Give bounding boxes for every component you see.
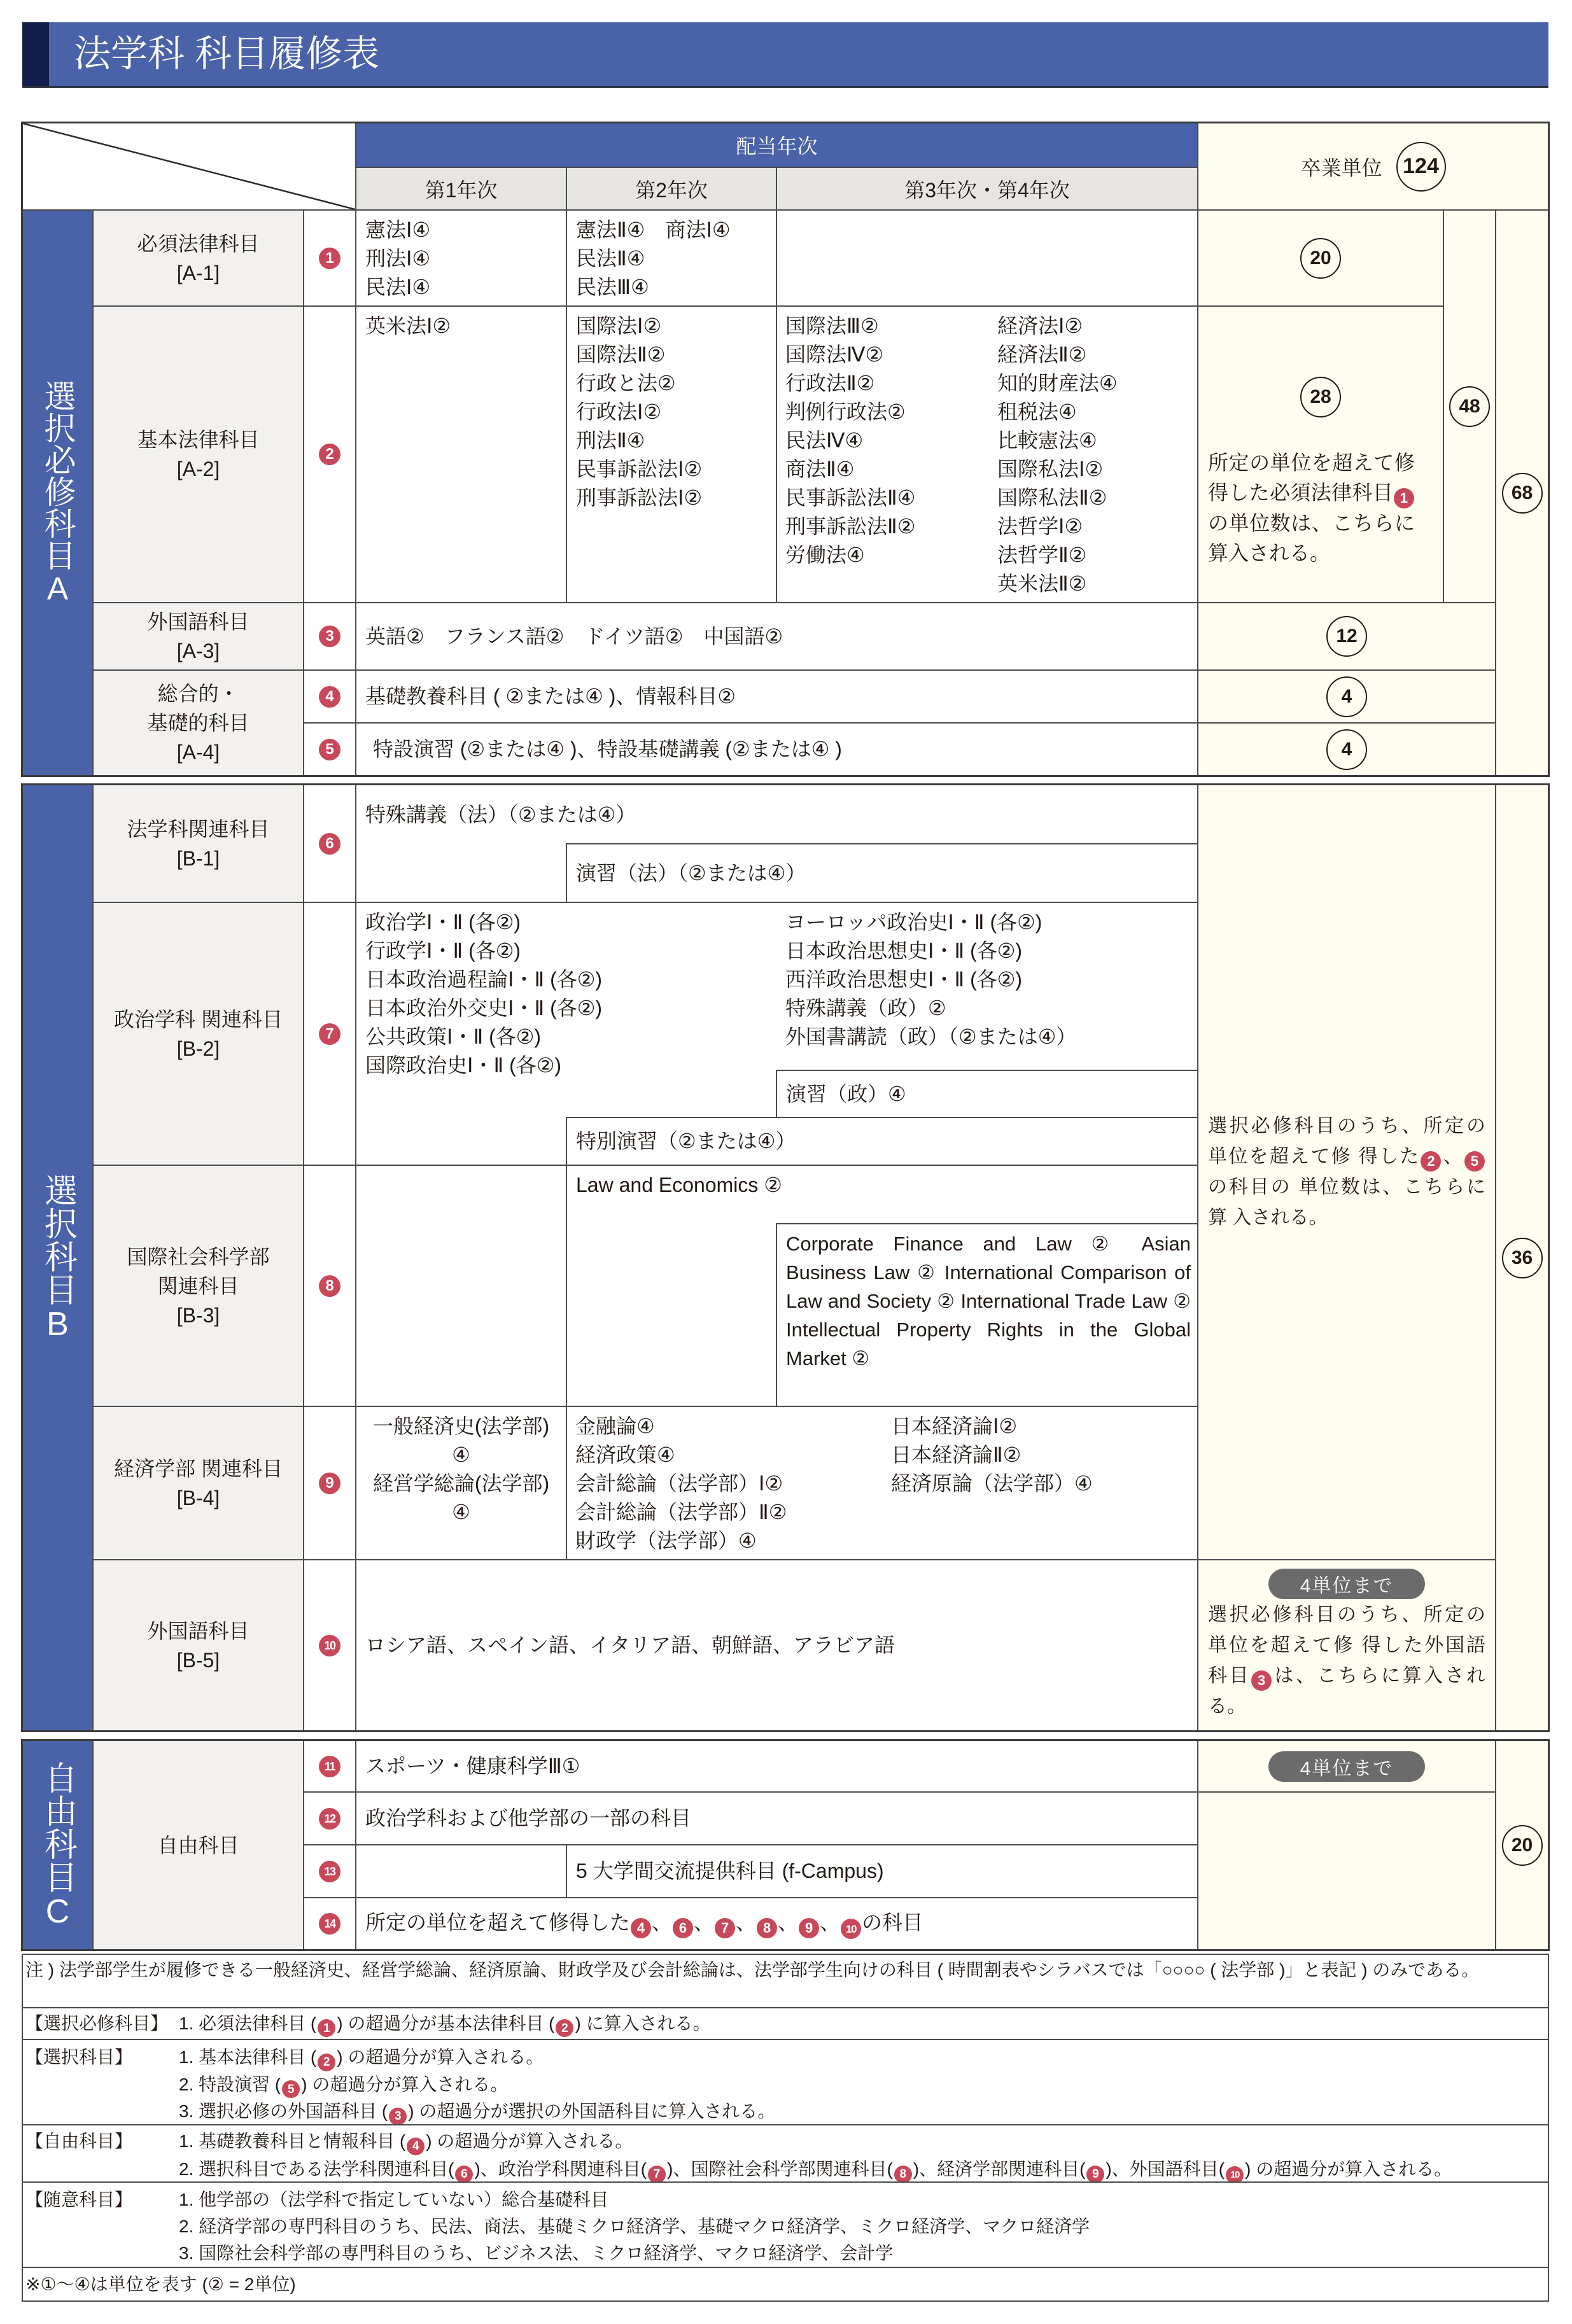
category-code: [B-2] xyxy=(176,1037,220,1060)
category-name: 総合的・ xyxy=(157,682,239,705)
credits-circle-wrap xyxy=(1198,377,1443,417)
course-list: 政治学科および他学部の一部の科目 xyxy=(365,1807,692,1830)
b-total-credits-cell xyxy=(1495,784,1549,1732)
b5-category-cell xyxy=(92,1559,304,1732)
section-b-label-cell xyxy=(22,784,94,1732)
course-item: 経済法Ⅱ② xyxy=(997,343,1087,366)
a1-credits-cell xyxy=(1197,209,1444,307)
category-number-badge: 5 xyxy=(282,2080,300,2098)
separator: 、 xyxy=(652,1910,673,1934)
category-number-badge: 4 xyxy=(319,686,340,708)
note-line: 単位を超えて修 得した外国語 xyxy=(1208,1635,1485,1656)
rule-items xyxy=(179,2187,1090,2267)
course-item: 日本経済論Ⅰ② xyxy=(891,1415,1018,1438)
course-column-1 xyxy=(365,908,602,1080)
course-text: の科目 xyxy=(862,1910,923,1934)
rule-label: 【随意科目】 xyxy=(25,2190,133,2209)
course-item: 英米法Ⅰ② xyxy=(365,314,451,337)
course-item: 判例行政法② xyxy=(785,400,906,423)
notes-remark-row xyxy=(22,1954,1549,2008)
year-label: 第2年次 xyxy=(635,178,708,202)
course-item: 国際法Ⅳ② xyxy=(785,343,884,366)
c11-credits-cell xyxy=(1197,1740,1496,1793)
category-number-badge: 7 xyxy=(319,1023,340,1045)
b3-year1-cell xyxy=(355,1165,567,1407)
course-list: スポーツ・健康科学Ⅲ① xyxy=(365,1754,580,1777)
course-item: 行政法Ⅱ② xyxy=(785,372,875,395)
rule-item: 3. 国際社会科学部の専門科目のうち、ビジネス法、ミクロ経済学、マクロ経済学、会計学 xyxy=(179,2243,894,2263)
a2-category-cell xyxy=(92,305,304,603)
notes-required-elective-row xyxy=(22,2007,1549,2040)
course-list xyxy=(365,1908,923,1940)
category-code: [A-2] xyxy=(176,458,220,480)
credit-limit-badge: 4単位まで xyxy=(1268,1751,1425,1782)
credits-circle: 20 xyxy=(1502,1825,1543,1866)
category-number-badge: 6 xyxy=(455,2166,473,2183)
course-item: 比較憲法④ xyxy=(997,429,1097,452)
category-name: 外国語科目 xyxy=(147,610,249,633)
b1-category-cell xyxy=(92,784,304,903)
course-column-1 xyxy=(785,312,915,570)
category-number-badge: 6 xyxy=(319,833,340,855)
rule-text: )、政治学科関連科目( xyxy=(474,2159,647,2179)
c13-year1-cell xyxy=(355,1844,567,1898)
category-number-badge: 10 xyxy=(1226,2166,1244,2184)
course-item: ヨーロッパ政治史Ⅰ・Ⅱ (各②) xyxy=(785,911,1042,934)
header-corner-cell xyxy=(22,122,356,211)
section-c-label-cell xyxy=(22,1740,94,1950)
course-item: 演習（政）④ xyxy=(786,1082,906,1105)
course-item: 政治学Ⅰ・Ⅱ (各②) xyxy=(365,911,521,934)
category-number-badge: 2 xyxy=(1421,1151,1441,1172)
rule-text: ) の超過分が選択の外国語科目に算入される。 xyxy=(408,2101,776,2121)
category-number-badge: 5 xyxy=(1464,1151,1485,1172)
section-b-label: 選択科目B xyxy=(39,1173,76,1343)
rule-text: 2. 特設演習 ( xyxy=(179,2074,281,2094)
course-list: 5 大学間交流提供科目 (f-Campus) xyxy=(576,1859,884,1882)
course-item: 日本経済論Ⅱ② xyxy=(891,1443,1021,1466)
a2-year1-cell xyxy=(355,305,567,603)
limit-badge-wrap xyxy=(1198,1569,1495,1599)
category-number-badge: 5 xyxy=(319,739,340,760)
course-item: 金融論④ xyxy=(575,1415,655,1438)
category-name: 基本法律科目 xyxy=(137,428,260,451)
category-code: [B-5] xyxy=(176,1648,220,1672)
course-item: 刑事訴訟法Ⅰ② xyxy=(576,486,703,509)
b2-seminar-cell xyxy=(776,1070,1198,1118)
course-item: 民事訴訟法Ⅰ② xyxy=(576,458,703,480)
course-item: 行政学Ⅰ・Ⅱ (各②) xyxy=(365,939,521,962)
a2-year34-cell xyxy=(776,305,1198,603)
rule-text: ) の超過分が算入される。 xyxy=(1245,2159,1452,2179)
rule-text: ) の超過分が算入される。 xyxy=(301,2074,509,2094)
a3-number-cell xyxy=(303,602,356,671)
note-line xyxy=(1208,478,1415,508)
note-text: 、 xyxy=(1442,1146,1464,1167)
c-credits-empty-cell xyxy=(1197,1791,1496,1950)
category-number-badge: 6 xyxy=(673,1918,693,1938)
category-name: 法学科関連科目 xyxy=(127,817,270,841)
credits-circle: 12 xyxy=(1326,616,1367,657)
category-number-badge: 7 xyxy=(715,1918,735,1938)
b4-category-cell xyxy=(92,1406,304,1560)
year-header-3-4 xyxy=(776,167,1198,211)
course-item: 英米法Ⅱ② xyxy=(997,572,1087,595)
page-title: 法学科 科目履修表 xyxy=(74,33,380,74)
b3-number-cell xyxy=(303,1165,356,1407)
separator: 、 xyxy=(694,1910,715,1934)
category-name: 必須法律科目 xyxy=(137,232,260,255)
course-item: 特殊講義（政）② xyxy=(785,997,946,1019)
course-item: 刑事訴訟法Ⅱ② xyxy=(785,515,916,538)
category-number-badge: 8 xyxy=(894,2166,912,2183)
notes-free-row xyxy=(22,2124,1549,2183)
a2-number-cell xyxy=(303,305,356,603)
course-item: 特別演習（②または④） xyxy=(576,1130,796,1152)
course-item: 民法Ⅱ④ xyxy=(576,247,645,270)
course-item: 経済政策④ xyxy=(575,1443,675,1466)
overflow-note xyxy=(1208,448,1415,568)
category-name: 政治学科 関連科目 xyxy=(114,1007,283,1031)
category-number-badge: 9 xyxy=(799,1918,819,1938)
course-name: 一般経済史(法学部) xyxy=(372,1415,550,1438)
b4-year1-cell xyxy=(355,1406,567,1560)
rule-items xyxy=(179,2044,775,2125)
course-item: 外国書講読（政）（②または④） xyxy=(785,1025,1077,1048)
a4-category-cell xyxy=(92,669,304,776)
rule-label: 【選択科目】 xyxy=(25,2047,133,2067)
a-subtotal-credits-cell xyxy=(1443,209,1496,603)
credits-circle: 4 xyxy=(1326,729,1367,770)
a4-courses-cell-4 xyxy=(355,669,1198,724)
category-number-badge: 1 xyxy=(319,248,340,269)
a1-year34-cell xyxy=(776,209,1198,307)
course-item: Corporate Finance and Law ② xyxy=(786,1233,1123,1255)
b5-courses-cell xyxy=(355,1559,1198,1732)
c11-courses-cell xyxy=(355,1740,1198,1793)
assigned-year-label: 配当年次 xyxy=(736,135,818,158)
rule-item xyxy=(179,2010,711,2038)
c12-courses-cell xyxy=(355,1791,1198,1845)
c-total-credits-cell xyxy=(1495,1740,1549,1950)
category-code: [B-1] xyxy=(176,846,220,870)
course-item: 国際法Ⅲ② xyxy=(785,314,879,337)
rule-label: 【自由科目】 xyxy=(25,2131,133,2151)
a1-year2-cell xyxy=(566,209,777,307)
c14-number-cell xyxy=(303,1897,356,1950)
category-name: 国際社会科学部 xyxy=(127,1245,270,1268)
rule-text: )、国際社会科学部関連科目( xyxy=(667,2159,893,2179)
category-name: 基礎的科目 xyxy=(147,711,249,734)
course-item: 演習（法）（②または④） xyxy=(576,861,806,885)
rule-label: 【選択必修科目】 xyxy=(25,2013,169,2033)
category-code: [B-3] xyxy=(176,1303,220,1327)
category-number-badge: 7 xyxy=(648,2166,666,2183)
rule-item: 1. 他学部の（法学科で指定していない）総合基礎科目 xyxy=(179,2190,609,2209)
course-item: 憲法Ⅱ④ 商法Ⅰ④ xyxy=(576,218,731,241)
year-header-2 xyxy=(566,167,777,211)
course-item: Intellectual Property Rights in the Global Market ② xyxy=(786,1319,1191,1369)
category-number-badge: 9 xyxy=(1086,2166,1104,2183)
category-number-badge: 14 xyxy=(319,1913,340,1935)
rule-item xyxy=(179,2044,775,2071)
course-column-2 xyxy=(997,312,1118,598)
overflow-note xyxy=(1208,1600,1485,1722)
course-item: 知的財産法④ xyxy=(997,372,1118,395)
graduation-credits-header xyxy=(1197,122,1549,211)
b5-credits-cell xyxy=(1197,1559,1496,1732)
category-code: [A-4] xyxy=(176,741,220,764)
a2-credits-cell xyxy=(1197,305,1444,603)
course-item: 国際政治史Ⅰ・Ⅱ (各②) xyxy=(365,1054,562,1077)
credits-circle: 28 xyxy=(1300,377,1341,417)
rule-text: ) の超過分が算入される。 xyxy=(426,2131,633,2151)
rule-text: 3. 選択必修の外国語科目 ( xyxy=(179,2101,388,2121)
a4-credits-cell-5 xyxy=(1197,722,1496,776)
a2-year2-cell xyxy=(566,305,777,603)
course-item: 刑法Ⅰ④ xyxy=(365,247,431,270)
title-bar xyxy=(22,22,1548,88)
course-credit: ④ xyxy=(452,1443,470,1466)
category-number-badge: 4 xyxy=(407,2138,425,2155)
course-item: Asian Business Law ② xyxy=(786,1233,1191,1284)
diagonal-divider-icon xyxy=(23,123,355,209)
category-number-badge: 8 xyxy=(319,1275,340,1297)
note-line: 算 入される。 xyxy=(1208,1207,1328,1228)
category-number-badge: 10 xyxy=(319,1635,340,1656)
course-item: 西洋政治思想史Ⅰ・Ⅱ (各②) xyxy=(785,968,1023,991)
category-number-badge: 3 xyxy=(1251,1670,1272,1691)
course-item: Law and Economics ② xyxy=(576,1173,782,1196)
course-list: ロシア語、スペイン語、イタリア語、朝鮮語、アラビア語 xyxy=(365,1634,895,1656)
course-item: 日本政治外交史Ⅰ・Ⅱ (各②) xyxy=(365,997,603,1019)
rule-text: 1. 基本法律科目 ( xyxy=(179,2047,317,2067)
course-item: 民法Ⅰ④ xyxy=(365,276,431,298)
section-a-label: 選択必修科目A xyxy=(39,379,76,606)
note-text: 単位を超えて修 得した xyxy=(1208,1146,1421,1167)
a4-courses-cell-5 xyxy=(355,722,1198,776)
category-number-badge: 9 xyxy=(319,1473,340,1494)
a4-number-cell-4 xyxy=(303,669,356,724)
a4-credits-cell-4 xyxy=(1197,669,1496,724)
category-number-badge: 1 xyxy=(318,2019,335,2037)
course-item: 刑法Ⅱ④ xyxy=(576,429,645,452)
category-code: [A-1] xyxy=(176,261,220,284)
rule-text: )、外国語科目( xyxy=(1105,2159,1225,2179)
category-number-badge: 13 xyxy=(319,1861,340,1882)
b1-number-cell xyxy=(303,784,356,903)
course-text: 所定の単位を超えて修得した xyxy=(365,1910,631,1934)
remark-text: 注 ) 法学部学生が履修できる一般経済史、経営学総論、経済原論、財政学及び会計総論は、法学部学生向けの科目 ( 時間割表やシラバスでは「○○○○ ( 法学部 )」と表記 ) のみである。 xyxy=(25,1960,1480,1980)
a1-year1-cell xyxy=(355,209,567,307)
b2-special-seminar-cell xyxy=(566,1117,1198,1166)
c11-number-cell xyxy=(303,1740,356,1793)
course-item: 特殊講義（法）（②または④） xyxy=(365,803,636,826)
rule-text: 1. 基礎教養科目と情報科目 ( xyxy=(179,2131,406,2151)
category-number-badge: 12 xyxy=(319,1808,340,1830)
course-list: 英語② フランス語② ドイツ語② 中国語② xyxy=(365,624,783,648)
rule-text: ) の超過分が基本法律科目 ( xyxy=(337,2013,555,2033)
course-list: 特設演習 (②または④ )、特設基礎講義 (②または④ ) xyxy=(373,738,842,760)
category-name: 自由科目 xyxy=(157,1833,239,1857)
course-item: 国際法Ⅱ② xyxy=(576,343,666,366)
course-item: 労働法④ xyxy=(785,543,865,566)
section-a-label-cell xyxy=(22,209,94,776)
course-item: 会計総論（法学部）Ⅰ② xyxy=(575,1472,783,1495)
c12-number-cell xyxy=(303,1791,356,1845)
category-number-badge: 11 xyxy=(319,1756,340,1777)
a3-credits-cell xyxy=(1197,602,1496,671)
category-number-badge: 4 xyxy=(631,1918,651,1938)
course-item: 国際私法Ⅰ② xyxy=(997,458,1104,480)
separator: 、 xyxy=(778,1910,799,1934)
separator: 、 xyxy=(820,1910,841,1934)
category-number-badge: 2 xyxy=(318,2054,335,2071)
a1-category-cell xyxy=(92,209,304,307)
b5-number-cell xyxy=(303,1559,356,1732)
course-column-2 xyxy=(891,1412,1093,1498)
year-label: 第3年次・第4年次 xyxy=(904,178,1070,202)
c13-courses-cell xyxy=(566,1844,1198,1898)
category-number-badge: 10 xyxy=(841,1919,861,1939)
graduation-credits-label: 卒業単位 xyxy=(1300,156,1382,179)
course-item: 公共政策Ⅰ・Ⅱ (各②) xyxy=(365,1025,542,1048)
overflow-note xyxy=(1208,1111,1485,1233)
category-name: 外国語科目 xyxy=(147,1619,249,1642)
course-item: 商法Ⅱ④ xyxy=(785,458,855,480)
notes-footnote-row xyxy=(22,2267,1549,2302)
rule-text: ) に算入される。 xyxy=(575,2013,711,2033)
c14-courses-cell xyxy=(355,1897,1198,1950)
category-number-badge: 1 xyxy=(1394,488,1414,508)
rule-item xyxy=(179,2071,775,2099)
rule-text: )、経済学部関連科目( xyxy=(913,2159,1086,2179)
credits-circle: 68 xyxy=(1502,473,1543,514)
credit-limit-badge: 4単位まで xyxy=(1268,1569,1425,1599)
note-line: の単位数は、こちらに xyxy=(1208,512,1415,535)
b4-number-cell xyxy=(303,1406,356,1560)
rule-text: 1. 必須法律科目 ( xyxy=(179,2013,317,2033)
course-item: International Comparison of Law and Society ② xyxy=(786,1261,1191,1312)
b3-year34-cell xyxy=(776,1223,1198,1407)
category-name: 経済学部 関連科目 xyxy=(114,1457,283,1480)
note-text: 得した必須法律科目 xyxy=(1208,481,1393,504)
note-text: は、こちらに算入され xyxy=(1272,1665,1485,1686)
course-item: 民法Ⅳ④ xyxy=(785,429,864,452)
category-number-badge: 3 xyxy=(389,2108,407,2125)
a3-category-cell xyxy=(92,602,304,671)
a3-courses-cell xyxy=(355,602,1198,671)
course-item: 行政法Ⅰ② xyxy=(576,400,662,423)
course-credit: ④ xyxy=(452,1501,470,1523)
a-total-credits-cell xyxy=(1495,209,1549,776)
notes-elective-row xyxy=(22,2039,1549,2125)
course-item: 経済原論（法学部）④ xyxy=(891,1472,1093,1495)
note-line: 選択必修科目のうち、所定の xyxy=(1208,1604,1485,1625)
category-code: [B-4] xyxy=(176,1486,220,1509)
footnote-text: ※①～④は単位を表す (② = 2単位) xyxy=(25,2274,296,2294)
a4-number-cell-5 xyxy=(303,722,356,776)
category-number-badge: 2 xyxy=(319,444,340,465)
course-item: 国際私法Ⅱ② xyxy=(997,486,1107,509)
c13-number-cell xyxy=(303,1844,356,1898)
b4-courses-cell xyxy=(566,1406,1198,1560)
note-line: の科目の 単位数は、こちらに xyxy=(1208,1177,1485,1198)
course-column-1 xyxy=(575,1412,787,1555)
credits-circle: 20 xyxy=(1300,238,1341,279)
course-item: International Trade Law ② xyxy=(960,1290,1191,1312)
category-number-badge: 3 xyxy=(319,626,340,647)
course-item: 民法Ⅲ④ xyxy=(576,276,649,298)
course-column-2 xyxy=(785,908,1076,1051)
year-header-1 xyxy=(355,167,567,211)
section-c-label: 自由科目C xyxy=(39,1760,76,1930)
course-item: 経済法Ⅰ② xyxy=(997,314,1083,337)
b2-number-cell xyxy=(303,902,356,1166)
note-line: 算入される。 xyxy=(1208,542,1331,564)
course-item: 日本政治思想史Ⅰ・Ⅱ (各②) xyxy=(785,939,1023,962)
rule-items xyxy=(179,2127,1452,2184)
course-item: 法哲学Ⅰ② xyxy=(997,515,1083,538)
note-text: 科目 xyxy=(1208,1665,1251,1686)
category-number-badge: 8 xyxy=(757,1918,777,1938)
b1-seminar-cell xyxy=(566,843,1198,903)
note-line: る。 xyxy=(1208,1696,1246,1717)
rule-text: 2. 選択科目である法学科関連科目( xyxy=(179,2159,454,2179)
rule-item xyxy=(179,2098,775,2125)
course-item: 日本政治過程論Ⅰ・Ⅱ (各②) xyxy=(365,968,603,991)
c-category-cell xyxy=(92,1740,304,1950)
b-credits-note-cell xyxy=(1197,784,1496,1560)
course-name: 経営学総論(法学部) xyxy=(372,1472,550,1495)
course-item: 憲法Ⅰ④ xyxy=(365,218,431,241)
credits-circle: 36 xyxy=(1502,1238,1543,1278)
rule-item xyxy=(179,2155,1452,2184)
note-line xyxy=(1208,1661,1485,1691)
course-item: 行政と法② xyxy=(576,372,676,395)
course-item: 租税法④ xyxy=(997,400,1077,423)
note-line xyxy=(1208,1142,1485,1172)
a1-number-cell xyxy=(303,209,356,307)
course-item: 法哲学Ⅱ② xyxy=(997,543,1087,566)
rule-item xyxy=(179,2127,1452,2155)
course-item: 国際法Ⅰ② xyxy=(576,314,662,337)
b2-category-cell xyxy=(92,902,304,1166)
title-accent-strip xyxy=(22,22,49,86)
course-item: 民事訴訟法Ⅱ④ xyxy=(785,486,916,509)
course-item: 会計総論（法学部）Ⅱ② xyxy=(575,1501,787,1523)
year-label: 第1年次 xyxy=(425,178,498,202)
notes-optional-row xyxy=(22,2181,1549,2268)
course-list: 基礎教養科目 ( ②または④ )、情報科目② xyxy=(365,685,736,708)
credits-circle: 48 xyxy=(1449,386,1490,427)
b3-category-cell xyxy=(92,1165,304,1407)
rule-text: ) の超過分が算入される。 xyxy=(337,2047,544,2067)
rule-item: 2. 経済学部の専門科目のうち、民法、商法、基礎ミクロ経済学、基礎マクロ経済学、ミクロ経済学、マクロ経済学 xyxy=(179,2216,1090,2236)
graduation-credits-circle: 124 xyxy=(1396,142,1446,192)
category-number-badge: 2 xyxy=(556,2019,573,2037)
category-code: [A-3] xyxy=(176,640,220,662)
course-item: 財政学（法学部）④ xyxy=(575,1529,757,1552)
note-line: 選択必修科目のうち、所定の xyxy=(1208,1116,1485,1137)
note-line: 所定の単位を超えて修 xyxy=(1208,451,1415,474)
separator: 、 xyxy=(736,1910,757,1934)
category-name: 関連科目 xyxy=(157,1274,239,1298)
credits-circle: 4 xyxy=(1326,676,1367,717)
assigned-year-header xyxy=(355,122,1198,168)
